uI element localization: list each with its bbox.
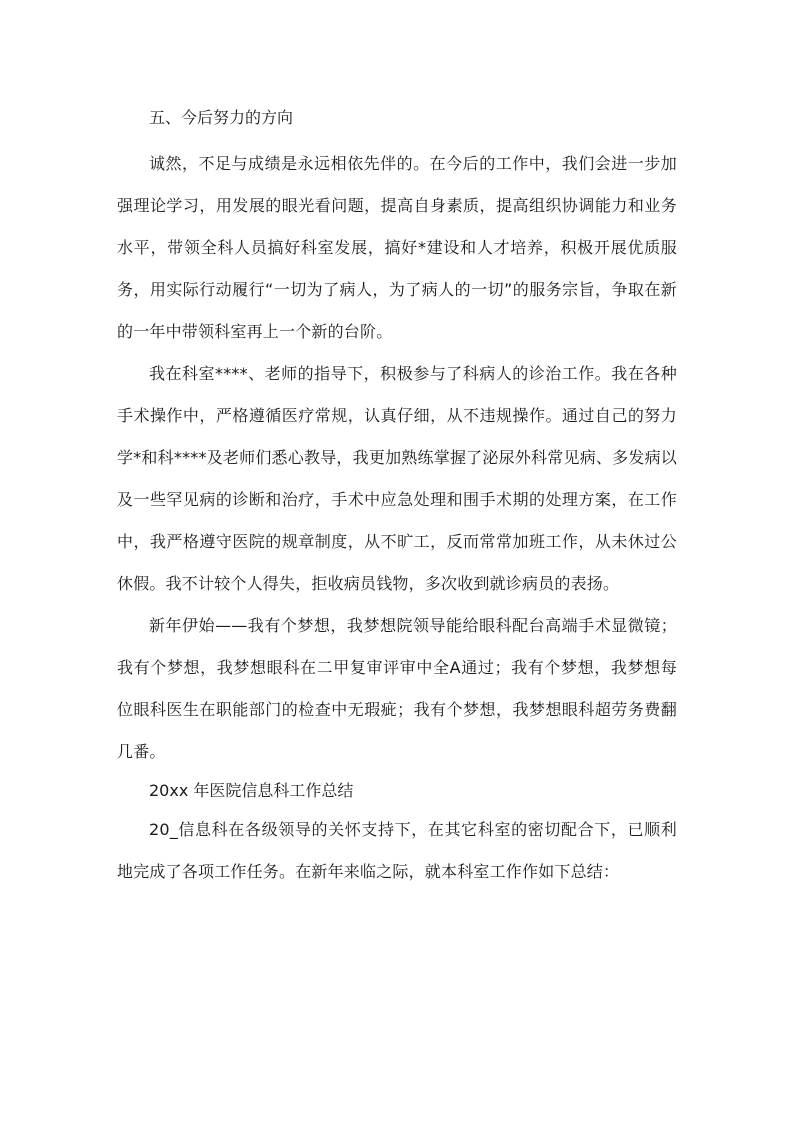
document-title: 20xx 年医院信息科工作总结 <box>149 781 354 800</box>
document-body <box>117 100 677 893</box>
paragraph-future-direction: 诚然，不足与成绩是永远相依先伴的。在今后的工作中，我们会进一步加强理论学习，用发展的眼光看问题，提高自身素质，提高组织协调能力和业务水平，带领全科人员搞好科室发展，搞好*建设和人才培养，积极开展优质服务，用实际行动履行“一切为了病人，为了病人的一切”的服务宗旨，争取在新的一年中带领科室再上一个新的台阶。 <box>117 154 677 341</box>
paragraph-intro: 20_信息科在各级领导的关怀支持下，在其它科室的密切配合下，已顺利地完成了各项工作任务。在新年来临之际，就本科室工作作如下总结： <box>117 820 677 881</box>
section-heading: 五、今后努力的方向 <box>149 108 294 127</box>
paragraph-new-year-dream: 新年伊始——我有个梦想，我梦想院领导能给眼科配台高端手术显微镜；我有个梦想，我梦想眼科在二甲复审评审中全A通过；我有个梦想，我梦想每位眼科医生在职能部门的检查中无瑕疵；我有个梦想，我梦想眼科超劳务费翻几番。 <box>117 616 677 761</box>
paragraph-department-work: 我在科室****、老师的指导下，积极参与了科病人的诊治工作。我在各种手术操作中，严格遵循医疗常规，认真仔细，从不违规操作。通过自己的努力学*和科****及老师们悉心教导，我更加熟练掌握了泌尿外科常见病、多发病以及一些罕见病的诊断和治疗，手术中应急处理和围手术期的处理方案，在工作中，我严格遵守医院的规章制度，从不旷工，反而常常加班工作，从未休过公休假。我不计较个人得失，拒收病员钱物，多次收到就诊病员的表扬。 <box>117 364 677 593</box>
